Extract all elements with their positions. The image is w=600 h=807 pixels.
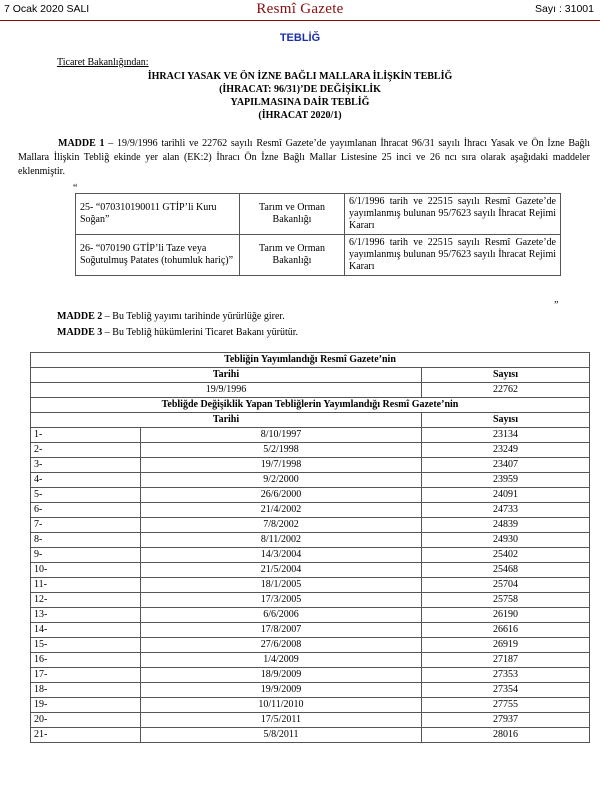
amendment-row [76, 194, 561, 235]
history-row-number: 5- [31, 488, 141, 503]
history-row-date: 1/4/2009 [141, 653, 422, 668]
quote-close-mark: ” [554, 300, 559, 311]
amendment-authority: Tarım ve Orman Bakanlığı [240, 194, 345, 235]
issuing-ministry: Ticaret Bakanlığından: [57, 57, 149, 68]
history-row-date: 18/1/2005 [141, 578, 422, 593]
section-title: TEBLİĞ [279, 32, 321, 44]
original-heading-text: Tebliğin Yayımlandığı Resmî Gazete’nin [224, 354, 396, 365]
article-3 [57, 327, 298, 338]
history-row-date: 5/2/1998 [141, 443, 422, 458]
history-row [31, 563, 590, 578]
column-header-number: Sayısı [421, 413, 589, 428]
history-row-gazette-number: 26919 [421, 638, 589, 653]
amendment-legal-basis: 6/1/1996 tarih ve 22515 sayılı Resmî Gazete’de yayımlanmış bulunan 95/7623 sayılı İhracat Rejimi Kararı [345, 194, 561, 235]
column-header-date: Tarihi [31, 413, 422, 428]
history-row-gazette-number: 24930 [421, 533, 589, 548]
publication-history-table [30, 352, 590, 743]
history-row-date: 10/11/2010 [141, 698, 422, 713]
history-row-number: 1- [31, 428, 141, 443]
history-row-gazette-number: 23134 [421, 428, 589, 443]
history-row-date: 8/10/1997 [141, 428, 422, 443]
amendment-item: 26- “070190 GTİP’li Taze veya Soğutulmuş Patates (tohumluk hariç)” [76, 235, 240, 276]
history-heading-row [31, 398, 590, 413]
header-date: 7 Ocak 2020 SALI [4, 3, 90, 15]
header-divider [0, 20, 600, 21]
history-row-gazette-number: 27354 [421, 683, 589, 698]
history-row [31, 638, 590, 653]
history-row-date: 6/6/2006 [141, 608, 422, 623]
history-row-gazette-number: 24733 [421, 503, 589, 518]
original-publication-row [31, 383, 590, 398]
history-row-date: 18/9/2009 [141, 668, 422, 683]
column-header-date: Tarihi [31, 368, 422, 383]
history-row-number: 13- [31, 608, 141, 623]
history-row-number: 8- [31, 533, 141, 548]
amendment-legal-basis: 6/1/1996 tarih ve 22515 sayılı Resmî Gazete’de yayımlanmış bulunan 95/7623 sayılı İhracat Rejimi Kararı [345, 235, 561, 276]
history-row-number: 14- [31, 623, 141, 638]
history-row [31, 578, 590, 593]
history-row-number: 10- [31, 563, 141, 578]
regulation-title-line: (İHRACAT 2020/1) [258, 110, 342, 121]
history-row-date: 5/8/2011 [141, 728, 422, 743]
history-row-number: 18- [31, 683, 141, 698]
history-row [31, 593, 590, 608]
page-header [0, 0, 600, 20]
regulation-title-line: (İHRACAT: 96/31)’DE DEĞİŞİKLİK [219, 84, 381, 95]
amendment-row [76, 235, 561, 276]
original-number: 22762 [421, 383, 589, 398]
history-row [31, 488, 590, 503]
history-row [31, 668, 590, 683]
article-3-text: – Bu Tebliğ hükümlerini Ticaret Bakanı yürütür. [102, 327, 299, 338]
amendment-publication-heading: Tebliğde Değişiklik Yapan Tebliğlerin Yayımlandığı Resmî Gazete’nin [31, 398, 590, 413]
history-row [31, 698, 590, 713]
article-2 [57, 311, 285, 322]
history-row-date: 27/6/2008 [141, 638, 422, 653]
history-row-gazette-number: 23959 [421, 473, 589, 488]
article-2-text: – Bu Tebliğ yayımı tarihinde yürürlüğe girer. [102, 311, 285, 322]
history-row-number: 2- [31, 443, 141, 458]
history-row-gazette-number: 27755 [421, 698, 589, 713]
history-row-date: 19/9/2009 [141, 683, 422, 698]
history-row-number: 20- [31, 713, 141, 728]
history-row-number: 17- [31, 668, 141, 683]
history-row [31, 473, 590, 488]
history-row-date: 14/3/2004 [141, 548, 422, 563]
history-row [31, 443, 590, 458]
history-row-number: 4- [31, 473, 141, 488]
history-row [31, 503, 590, 518]
history-row-gazette-number: 24839 [421, 518, 589, 533]
history-row-number: 9- [31, 548, 141, 563]
history-row-gazette-number: 27187 [421, 653, 589, 668]
history-row-date: 21/5/2004 [141, 563, 422, 578]
history-row-gazette-number: 28016 [421, 728, 589, 743]
history-row-gazette-number: 26190 [421, 608, 589, 623]
article-1-text: – 19/9/1996 tarihli ve 22762 sayılı Resmî Gazete’de yayımlanan İhracat 96/31 sayılı İhracı Yasak ve Ön İzne Bağlı Mallara İlişkin Tebliğ ekinde yer alan (EK:2) İhracı Ön İzne Bağlı Mallar Listesine 25 inci ve 26 ncı sıra olarak aşağıdaki maddeler eklenmiştir. [18, 138, 590, 177]
history-row-gazette-number: 25468 [421, 563, 589, 578]
history-row [31, 458, 590, 473]
history-column-header-row [31, 368, 590, 383]
history-row [31, 533, 590, 548]
history-row [31, 683, 590, 698]
history-row-gazette-number: 27937 [421, 713, 589, 728]
history-row-date: 26/6/2000 [141, 488, 422, 503]
original-date: 19/9/1996 [31, 383, 422, 398]
history-row-gazette-number: 24091 [421, 488, 589, 503]
amendment-authority: Tarım ve Orman Bakanlığı [240, 235, 345, 276]
history-row-gazette-number: 27353 [421, 668, 589, 683]
regulation-title-line: YAPILMASINA DAİR TEBLİĞ [230, 97, 370, 108]
amendment-item: 25- “070310190011 GTİP’li Kuru Soğan” [76, 194, 240, 235]
history-row-number: 11- [31, 578, 141, 593]
history-row-number: 12- [31, 593, 141, 608]
quote-open-mark: “ [73, 183, 78, 194]
history-row [31, 623, 590, 638]
regulation-title-line: İHRACI YASAK VE ÖN İZNE BAĞLI MALLARA İLİŞKİN TEBLİĞ [147, 71, 453, 82]
history-row-gazette-number: 25402 [421, 548, 589, 563]
masthead-title: Resmî Gazete [256, 1, 344, 17]
article-1 [18, 137, 590, 179]
history-row-date: 19/7/1998 [141, 458, 422, 473]
history-row-date: 21/4/2002 [141, 503, 422, 518]
history-row-date: 8/11/2002 [141, 533, 422, 548]
history-row-number: 19- [31, 698, 141, 713]
header-issue-number: Sayı : 31001 [535, 3, 594, 15]
history-row-gazette-number: 23407 [421, 458, 589, 473]
history-row-number: 15- [31, 638, 141, 653]
history-row [31, 728, 590, 743]
history-row-number: 3- [31, 458, 141, 473]
history-row-date: 17/5/2011 [141, 713, 422, 728]
history-row-number: 6- [31, 503, 141, 518]
history-row-gazette-number: 23249 [421, 443, 589, 458]
history-row-date: 7/8/2002 [141, 518, 422, 533]
history-heading-row [31, 353, 590, 368]
history-row-gazette-number: 26616 [421, 623, 589, 638]
history-row-date: 17/3/2005 [141, 593, 422, 608]
history-row-number: 21- [31, 728, 141, 743]
article-1-label: MADDE 1 [58, 138, 105, 149]
history-row-date: 9/2/2000 [141, 473, 422, 488]
history-row-number: 7- [31, 518, 141, 533]
history-row [31, 713, 590, 728]
regulation-title-block [0, 70, 600, 122]
history-row-number: 16- [31, 653, 141, 668]
history-row [31, 548, 590, 563]
history-column-header-row [31, 413, 590, 428]
amendment-table [75, 193, 561, 276]
original-publication-heading [31, 353, 590, 368]
history-row-gazette-number: 25704 [421, 578, 589, 593]
history-row [31, 653, 590, 668]
history-row-date: 17/8/2007 [141, 623, 422, 638]
history-row [31, 518, 590, 533]
history-row [31, 608, 590, 623]
article-3-label: MADDE 3 [57, 327, 103, 338]
history-row-gazette-number: 25758 [421, 593, 589, 608]
history-row [31, 428, 590, 443]
article-2-label: MADDE 2 [57, 311, 103, 322]
column-header-number: Sayısı [421, 368, 589, 383]
